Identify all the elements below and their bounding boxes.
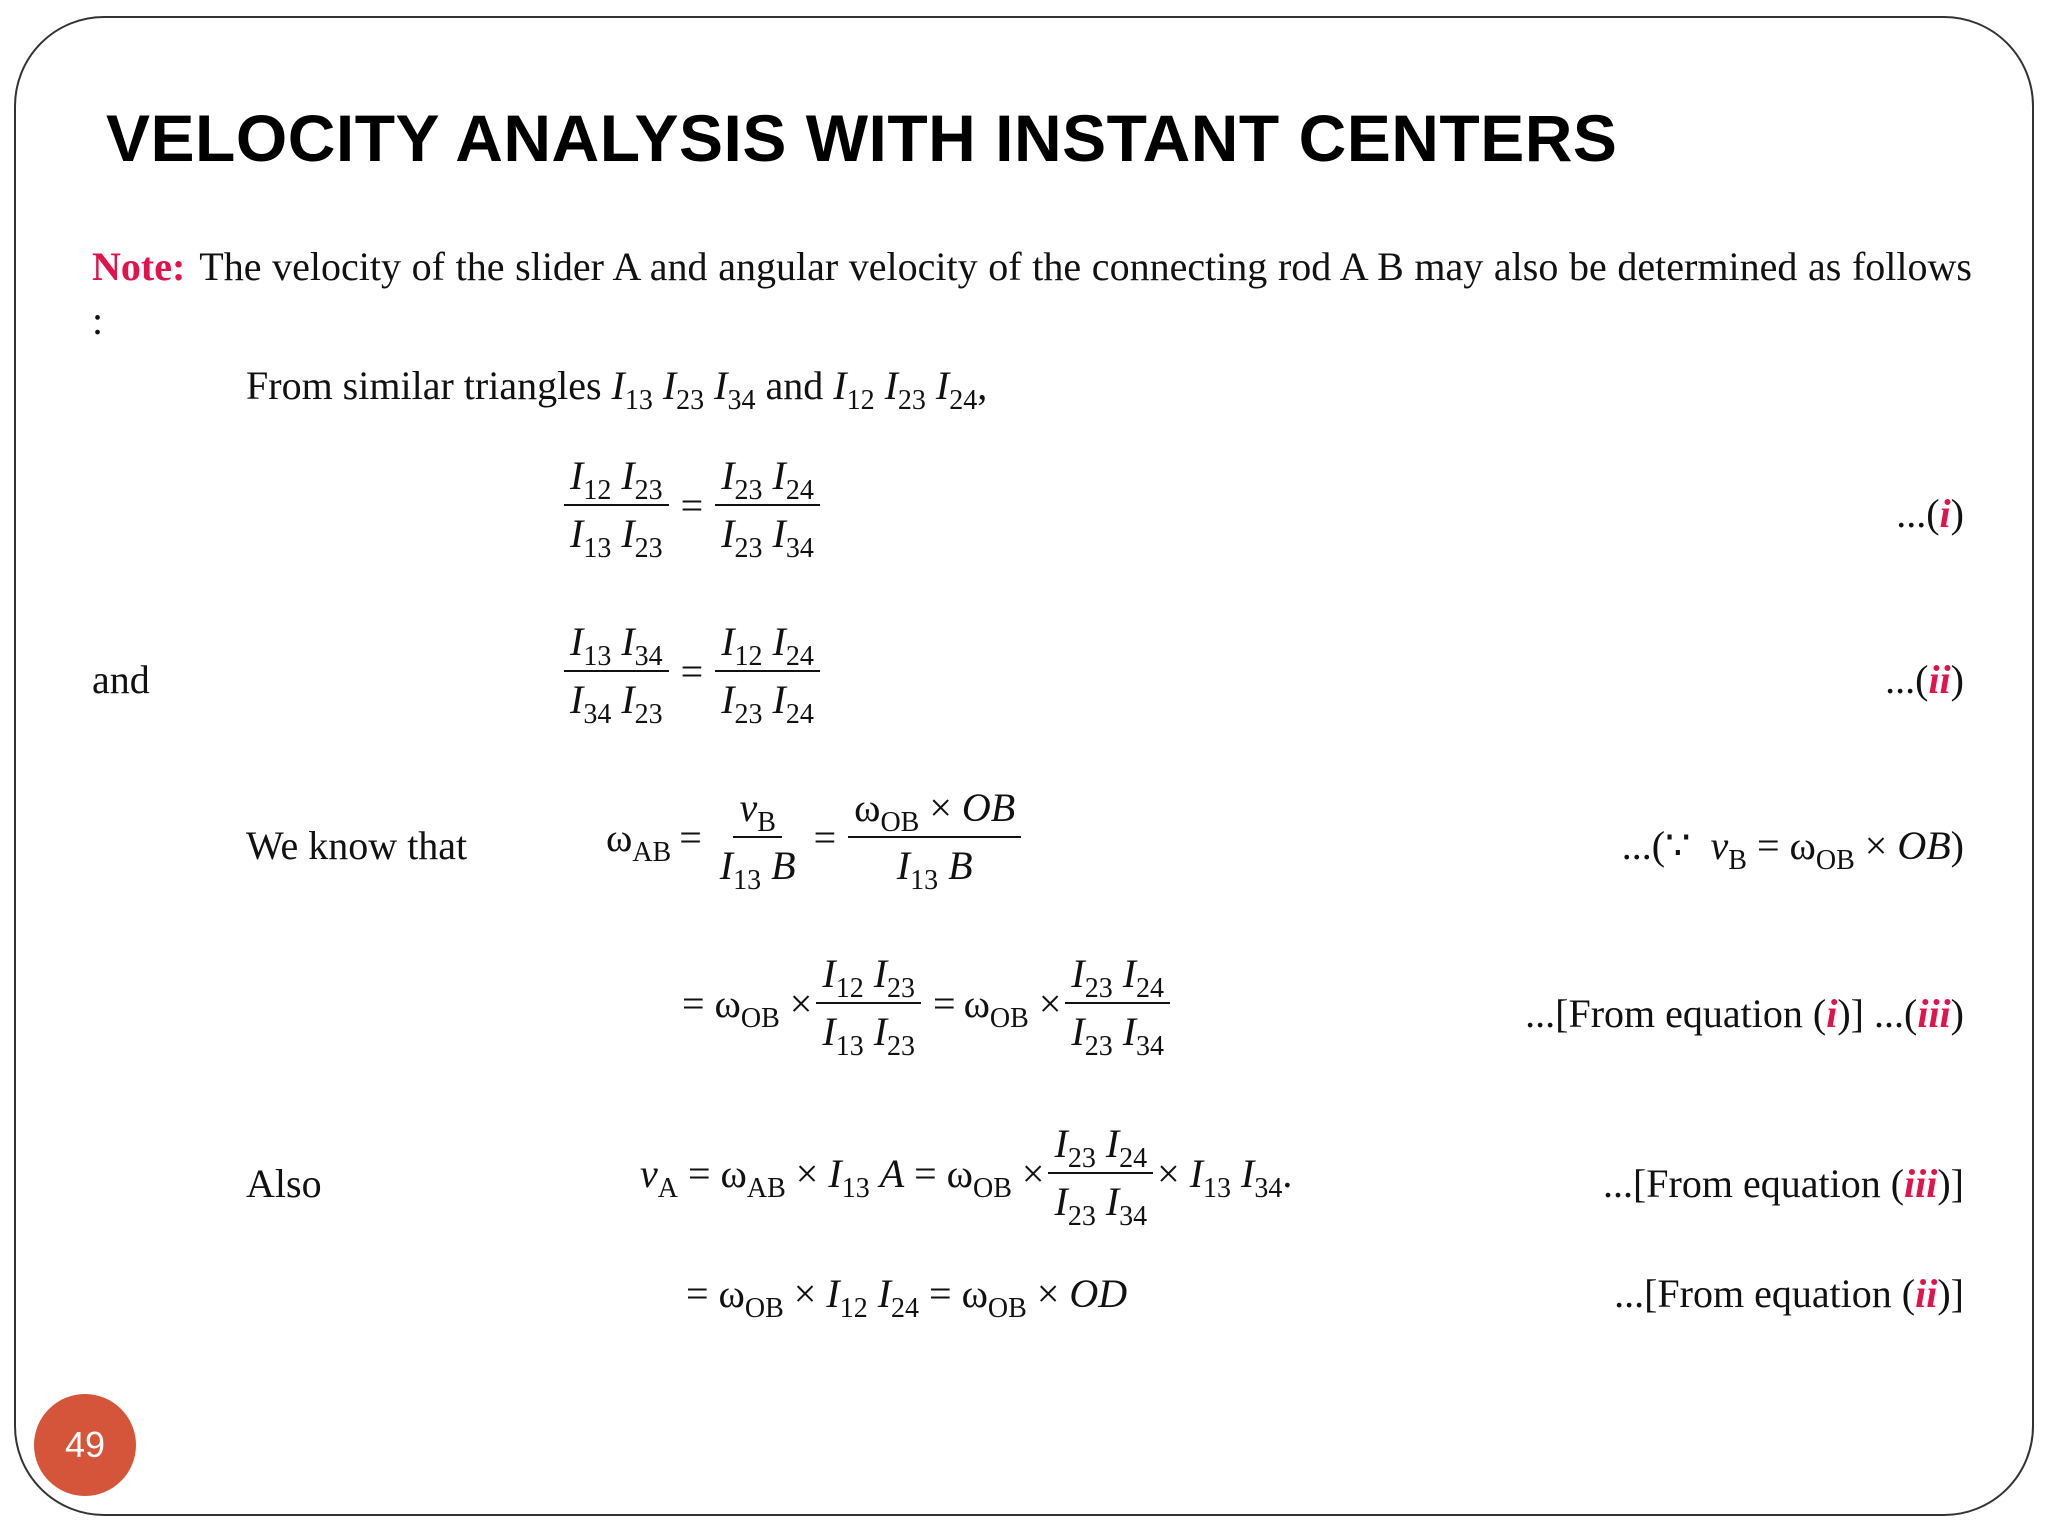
equation-iii: = $\omega_{OB}$ × $\frac{I_{12} I_{23}}{I_{13} I_{23}}$ = $\omega_{OB}$ × $\frac{I_{23} I_{24}}{I_{23} I_{34}}$ (682, 950, 1174, 1056)
equation-i: $\frac{I_{12} I_{23}}{I_{13} I_{23}}$ = $\frac{I_{23} I_{24}}{I_{23} I_{34}}$ (560, 452, 824, 558)
equation-va: $v_A = \omega_{AB} \times I_{13}$ $A = \omega_{OB}$ × $\frac{I_{23} I_{24}}{I_{23} I_{34}}$ × $I_{13}$ $I_{34}$. (640, 1121, 1293, 1232)
intro-line (246, 362, 988, 416)
equation-i-tag: ...(i) (1896, 491, 1964, 536)
equation-final-tag: ...[From equation (ii)] (1614, 1271, 1964, 1316)
slide-number-badge: 49 (34, 1394, 136, 1496)
note-paragraph (92, 240, 1972, 348)
intro-text: From similar triangles $I_{13}$ $I_{23}$ $I_{34}$ and $I_{12}$ $I_{23}$ $I_{24}$, (246, 363, 988, 416)
eq5-label: Also (246, 1161, 322, 1206)
equation-omega-ab-tag: ...(∵ $v_B = \omega_{OB} \times OB$) (1621, 823, 1964, 876)
equation-ii: $\frac{I_{13} I_{34}}{I_{34} I_{23}}$ = $\frac{I_{12} I_{24}}{I_{23} I_{24}}$ (560, 618, 824, 724)
eq2-label: and (92, 657, 150, 702)
equation-omega-ab: $\omega_{AB}$ = $\frac{v_B}{I_{13} B}$ = $\frac{\omega_{OB} \times OB}{I_{13} B}$ (606, 784, 1025, 890)
eq3-label: We know that (246, 823, 468, 868)
equation-final: = $\omega_{OB} \times I_{12}$ $I_{24} = \omega_{OB}$ × OD (686, 1271, 1128, 1324)
slide-title: VELOCITY ANALYSIS WITH INSTANT CENTERS (106, 101, 1618, 175)
equation-iii-tag: ...[From equation (i)] ...(iii) (1525, 991, 1964, 1036)
note-label: Note: (92, 244, 186, 289)
equation-ii-tag: ...(ii) (1885, 657, 1964, 702)
equation-va-tag: ...[From equation (iii)] (1602, 1161, 1964, 1206)
note-text: The velocity of the slider A and angular velocity of the connecting rod A B may also be determined as follows : (92, 244, 1972, 343)
